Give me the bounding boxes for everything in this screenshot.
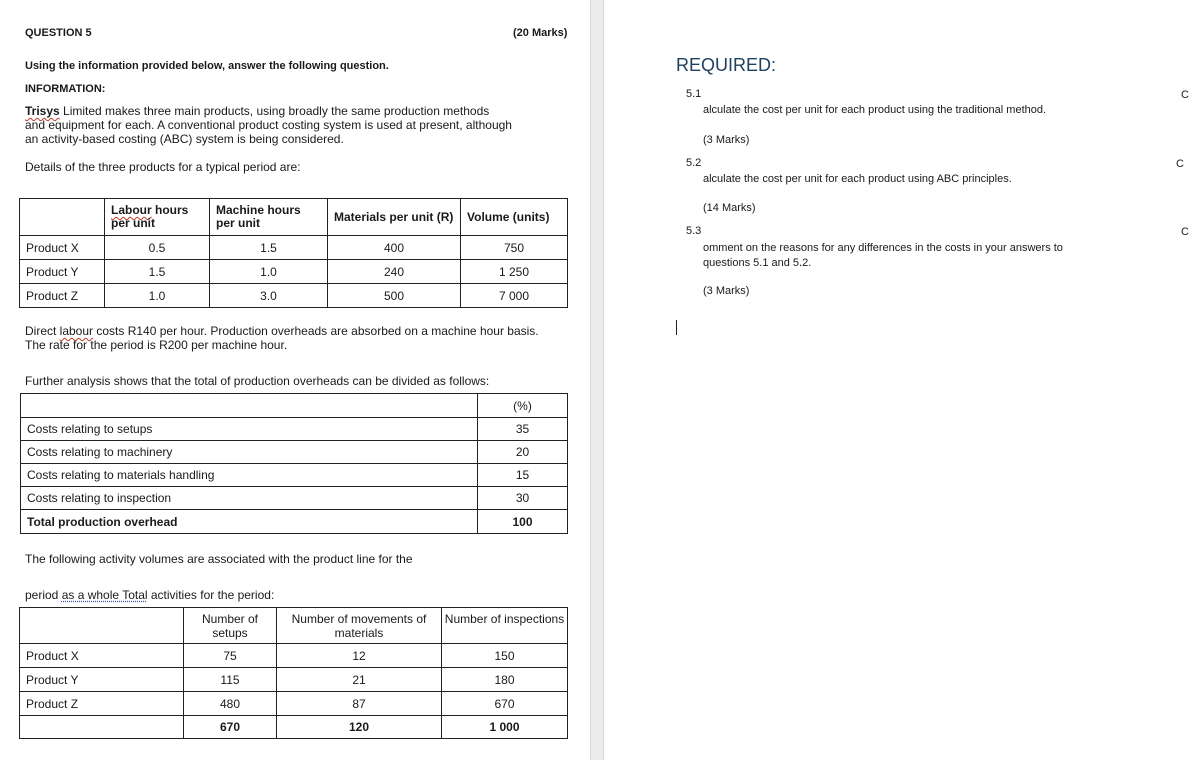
table-row: Product Y 1.5 1.0 240 1 250 xyxy=(20,260,568,284)
table-row: Product X 0.5 1.5 400 750 xyxy=(20,236,568,260)
item-marks-5-1: (3 Marks) xyxy=(703,134,750,146)
item-number-5-2: 5.2 xyxy=(686,157,702,169)
table-row: Costs relating to machinery 20 xyxy=(21,441,568,464)
totals-row: 670 120 1 000 xyxy=(20,716,568,739)
page-divider xyxy=(590,0,604,760)
movements-header: Number of movements of materials xyxy=(277,608,442,644)
activity-table xyxy=(19,607,568,739)
total-row: Total production overhead 100 xyxy=(21,510,568,534)
company-name: Trisys xyxy=(25,104,60,118)
table-row: Product X 75 12 150 xyxy=(20,644,568,668)
item-number-5-1: 5.1 xyxy=(686,88,702,100)
table-row: Product Z 480 87 670 xyxy=(20,692,568,716)
direct-labour-text: Direct labour costs R140 per hour. Production overheads are absorbed on a machine hour basis. The rate for the period is R200 per machine hour. xyxy=(25,324,539,352)
question-title: QUESTION 5 xyxy=(25,27,92,39)
overhead-table xyxy=(20,393,568,534)
info-paragraph: Trisys Limited makes three main products, using broadly the same production methods and equipment for each. A conventional product costing system is used at present, although an activity-based costing (ABC) system is being considered. xyxy=(25,104,512,146)
table-row: Costs relating to materials handling 15 xyxy=(21,464,568,487)
item-letter-5-3: C xyxy=(1181,226,1189,238)
details-text: Details of the three products for a typical period are: xyxy=(25,160,301,174)
item-number-5-3: 5.3 xyxy=(686,225,702,237)
item-text-5-2: alculate the cost per unit for each product using ABC principles. xyxy=(703,173,1012,185)
period-text: period as a whole Total activities for the period: xyxy=(25,588,275,602)
info-heading: INFORMATION: xyxy=(25,83,106,95)
materials-header: Materials per unit (R) xyxy=(328,199,461,236)
table-row: Costs relating to setups 35 xyxy=(21,418,568,441)
item-letter-5-2: C xyxy=(1176,158,1184,170)
labour-hours-header: Labour hours per unit xyxy=(105,199,210,236)
item-text-5-1: alculate the cost per unit for each product using the traditional method. xyxy=(703,104,1047,116)
question-intro: Using the information provided below, answer the following question. xyxy=(25,60,389,72)
machine-hours-header: Machine hours per unit xyxy=(210,199,328,236)
products-table xyxy=(19,198,568,308)
percent-header: (%) xyxy=(478,394,568,418)
activity-text: The following activity volumes are associated with the product line for the xyxy=(25,552,413,566)
item-marks-5-2: (14 Marks) xyxy=(703,202,756,214)
further-analysis-text: Further analysis shows that the total of production overheads can be divided as follows: xyxy=(25,374,490,388)
text-cursor xyxy=(676,320,677,335)
table-row: Product Y 115 21 180 xyxy=(20,668,568,692)
table-row: Costs relating to inspection 30 xyxy=(21,487,568,510)
volume-header: Volume (units) xyxy=(461,199,568,236)
required-title: REQUIRED: xyxy=(676,55,777,75)
table-row: Product Z 1.0 3.0 500 7 000 xyxy=(20,284,568,308)
setups-header: Number of setups xyxy=(184,608,277,644)
item-text-5-3: omment on the reasons for any differences in the costs in your answers to questions 5.1 and 5.2. xyxy=(703,242,1063,269)
question-marks: (20 Marks) xyxy=(513,27,568,39)
item-letter-5-1: C xyxy=(1181,89,1189,101)
item-marks-5-3: (3 Marks) xyxy=(703,285,750,297)
inspections-header: Number of inspections xyxy=(442,608,568,644)
